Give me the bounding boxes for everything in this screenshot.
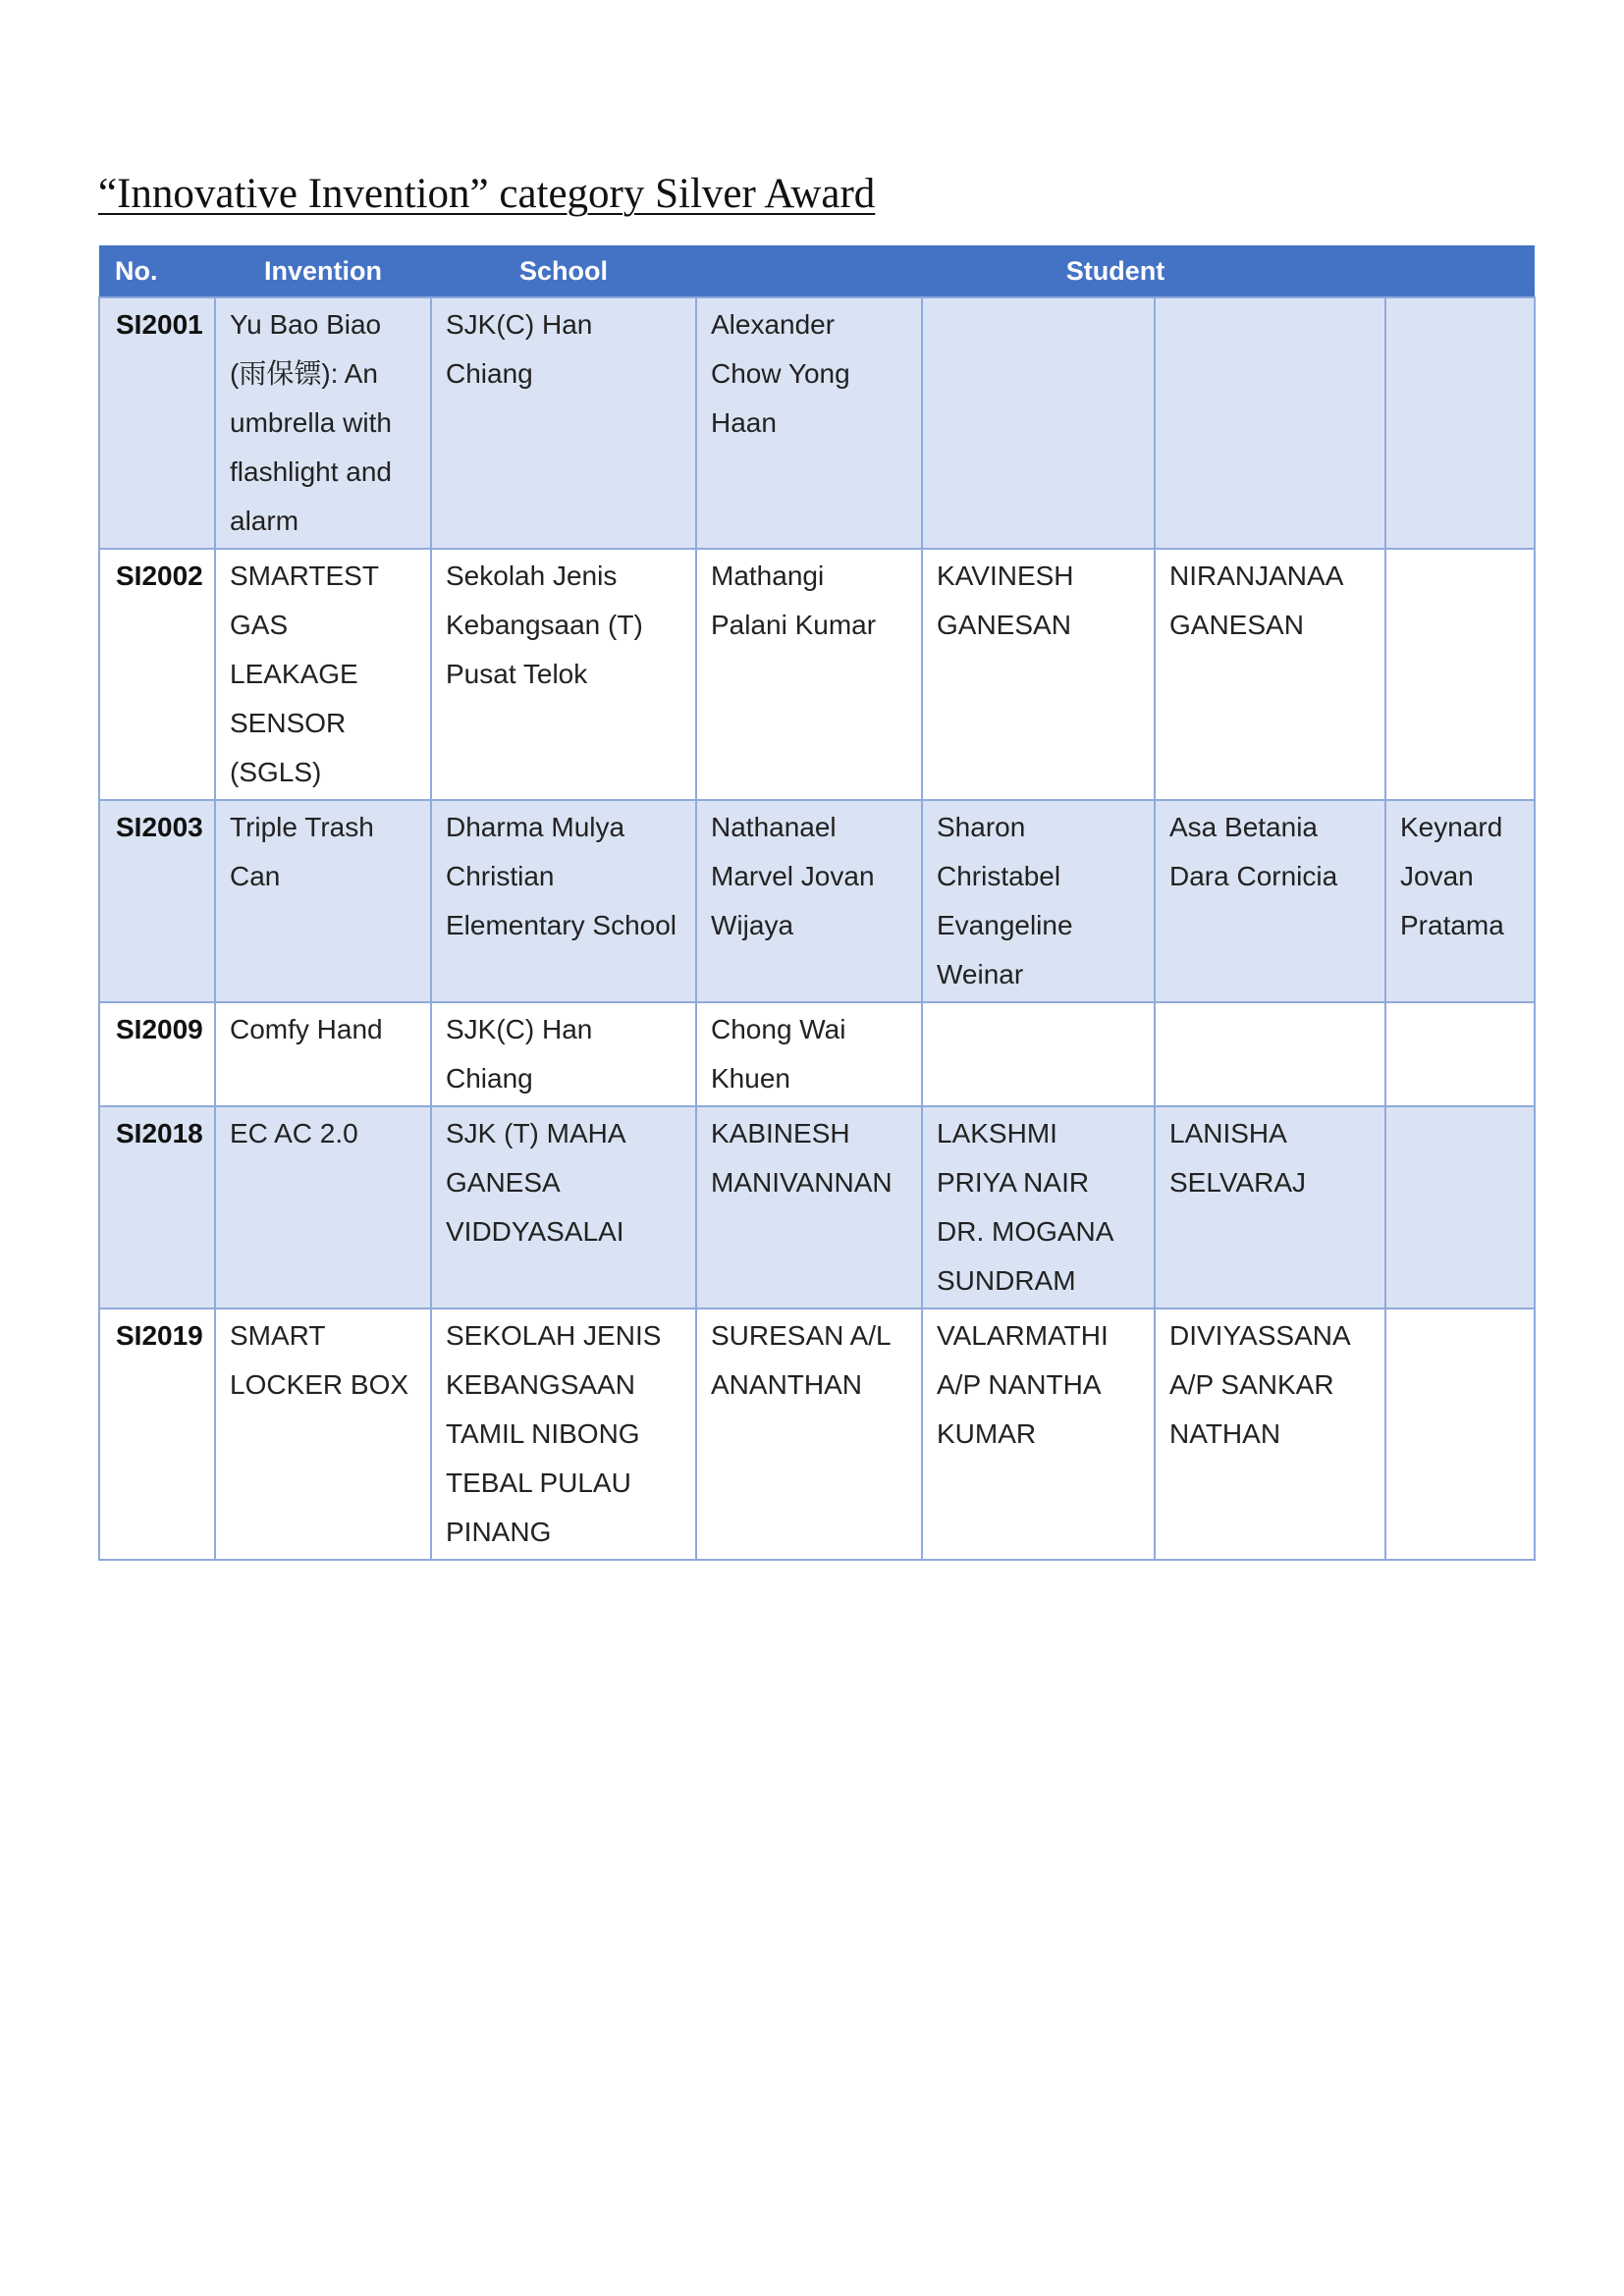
invention-name: Yu Bao Biao (雨保镖): An umbrella with flashlight and alarm [215,297,431,549]
table-row [99,1106,1535,1308]
student-1: Alexander Chow Yong Haan [696,297,922,549]
entry-number: SI2018 [99,1106,215,1308]
header-invention: Invention [215,245,431,297]
student-2: Sharon Christabel Evangeline Weinar [922,800,1155,1002]
school-name: SJK(C) Han Chiang [431,1002,696,1106]
student-4 [1385,1106,1535,1308]
invention-name: EC AC 2.0 [215,1106,431,1308]
silver-award-table [98,245,1536,1561]
student-3: DIVIYASSANA A/P SANKAR NATHAN [1155,1308,1385,1560]
student-4 [1385,549,1535,800]
student-2 [922,297,1155,549]
student-3: NIRANJANAA GANESAN [1155,549,1385,800]
invention-name: Comfy Hand [215,1002,431,1106]
student-2: LAKSHMI PRIYA NAIR DR. MOGANA SUNDRAM [922,1106,1155,1308]
student-1: KABINESH MANIVANNAN [696,1106,922,1308]
invention-name: Triple Trash Can [215,800,431,1002]
table-row [99,800,1535,1002]
school-name: SJK(C) Han Chiang [431,297,696,549]
school-name: Sekolah Jenis Kebangsaan (T) Pusat Telok [431,549,696,800]
invention-name: SMART LOCKER BOX [215,1308,431,1560]
student-3: LANISHA SELVARAJ [1155,1106,1385,1308]
student-4: Keynard Jovan Pratama [1385,800,1535,1002]
table-row [99,1308,1535,1560]
student-4 [1385,1002,1535,1106]
student-1: SURESAN A/L ANANTHAN [696,1308,922,1560]
invention-name: SMARTEST GAS LEAKAGE SENSOR (SGLS) [215,549,431,800]
student-2 [922,1002,1155,1106]
student-2: VALARMATHI A/P NANTHA KUMAR [922,1308,1155,1560]
entry-number: SI2019 [99,1308,215,1560]
school-name: SJK (T) MAHA GANESA VIDDYASALAI [431,1106,696,1308]
header-school: School [431,245,696,297]
entry-number: SI2009 [99,1002,215,1106]
header-no: No. [99,245,215,297]
page-title: “Innovative Invention” category Silver Award [98,171,876,217]
entry-number: SI2003 [99,800,215,1002]
student-3: Asa Betania Dara Cornicia [1155,800,1385,1002]
student-1: Chong Wai Khuen [696,1002,922,1106]
student-3 [1155,1002,1385,1106]
header-student: Student [696,245,1535,297]
student-1: Mathangi Palani Kumar [696,549,922,800]
school-name: Dharma Mulya Christian Elementary School [431,800,696,1002]
student-4 [1385,297,1535,549]
student-2: KAVINESH GANESAN [922,549,1155,800]
student-1: Nathanael Marvel Jovan Wijaya [696,800,922,1002]
table-header-row [99,245,1535,297]
entry-number: SI2002 [99,549,215,800]
table-row [99,297,1535,549]
student-3 [1155,297,1385,549]
entry-number: SI2001 [99,297,215,549]
table-row [99,549,1535,800]
table-row [99,1002,1535,1106]
student-4 [1385,1308,1535,1560]
school-name: SEKOLAH JENIS KEBANGSAAN TAMIL NIBONG TEBAL PULAU PINANG [431,1308,696,1560]
